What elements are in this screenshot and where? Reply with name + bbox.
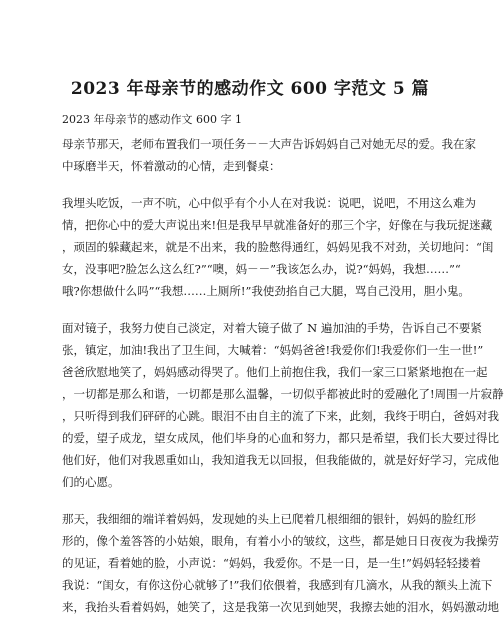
paragraph-line: 的爱，望子成龙，望女成凤，他们毕身的心血和努力，都只是希望，我们长大要过得比 <box>62 431 499 445</box>
paragraph-line: 女，没事吧?脸怎么这么红?”“噢，妈－－”我该怎么办，说?“妈妈，我想……”“ <box>62 262 461 276</box>
paragraph-line: 情，把你心中的爱大声说出来!但是我早早就准备好的那三个字，好像在与我玩捉迷藏 <box>62 218 493 232</box>
paragraph-line: 哦?你想做什么吗”“我想……上厕所!”我使劲掐自己大腿，骂自己没用，胆小鬼。 <box>62 284 470 298</box>
paragraph-line: 的见证，看着她的脸，小声说：“妈妈，我爱你。不是一日，是一生!”妈妈轻轻搂着 <box>62 556 481 570</box>
paragraph-line: 他们好，他们对我恩重如山，我知道我无以回报，但我能做的，就是好好学习，完成他 <box>62 453 499 467</box>
paragraph-line: 们的心愿。 <box>62 475 120 489</box>
paragraph-line: 那天，我细细的端详着妈妈，发现她的头上已爬着几根细细的银针，妈妈的脸红形 <box>62 512 476 526</box>
paragraph <box>62 192 494 302</box>
paragraph-line: 母亲节那天，老师布置我们一项任务－－大声告诉妈妈自己对她无尽的爱。我在家 <box>62 137 476 151</box>
paragraph <box>62 133 476 177</box>
paragraph-line: ，顽固的躲藏起来，就是不出来，我的脸憋得通红，妈妈见我不对劲，关切地问：“闺 <box>62 240 494 254</box>
paragraph-line: 我说：“闺女，有你这份心就够了!”我们依偎着，我感到有几滴水，从我的额头上流下 <box>62 578 493 592</box>
paragraph-line: 张，镇定，加油!我出了卫生间，大喊着：“妈妈爸爸!我爱你们!我爱你们一生一世!” <box>62 343 484 357</box>
paragraph-line: 面对镜子，我努力使自己淡定，对着大镜子做了 N 遍加油的手势，告诉自己不要紧 <box>62 321 482 335</box>
paragraph-line: 爸爸欣慰地笑了，妈妈感动得哭了。他们上前抱住我，我们一家三口紧紧地抱在一起 <box>62 365 488 379</box>
paragraph <box>62 317 504 493</box>
paragraph-line: 来，我抬头看着妈妈，她笑了，这是我第一次见到她哭，我擦去她的泪水，妈妈激动地 <box>62 600 499 614</box>
paragraph-line: ，一切都是那么和谐，一切都是那么温馨，一切似乎都被此时的爱融化了!周围一片寂静 <box>62 387 504 401</box>
document-body <box>62 133 504 633</box>
paragraph-line: 我埋头吃饭，一声不吭，心中似乎有个小人在对我说：说吧，说吧，不用这么难为 <box>62 196 476 210</box>
paragraph-line: ，只听得到我们砰砰的心跳。眼泪不由自主的流了下来，此刻，我终于明白，爸妈对我 <box>62 409 499 423</box>
paragraph-line: 中琢磨半天，怀着激动的心情，走到餐桌： <box>62 159 281 173</box>
paragraph <box>62 508 499 618</box>
document-subtitle: 2023 年母亲节的感动作文 600 字 1 <box>62 113 242 126</box>
paragraph-line: 形的，像个羞答答的小姑娘，眼角，有着小小的皱纹，这些，都是她日日夜夜为我操劳 <box>62 534 499 548</box>
document-title: 2023 年母亲节的感动作文 600 字范文 5 篇 <box>70 79 430 99</box>
